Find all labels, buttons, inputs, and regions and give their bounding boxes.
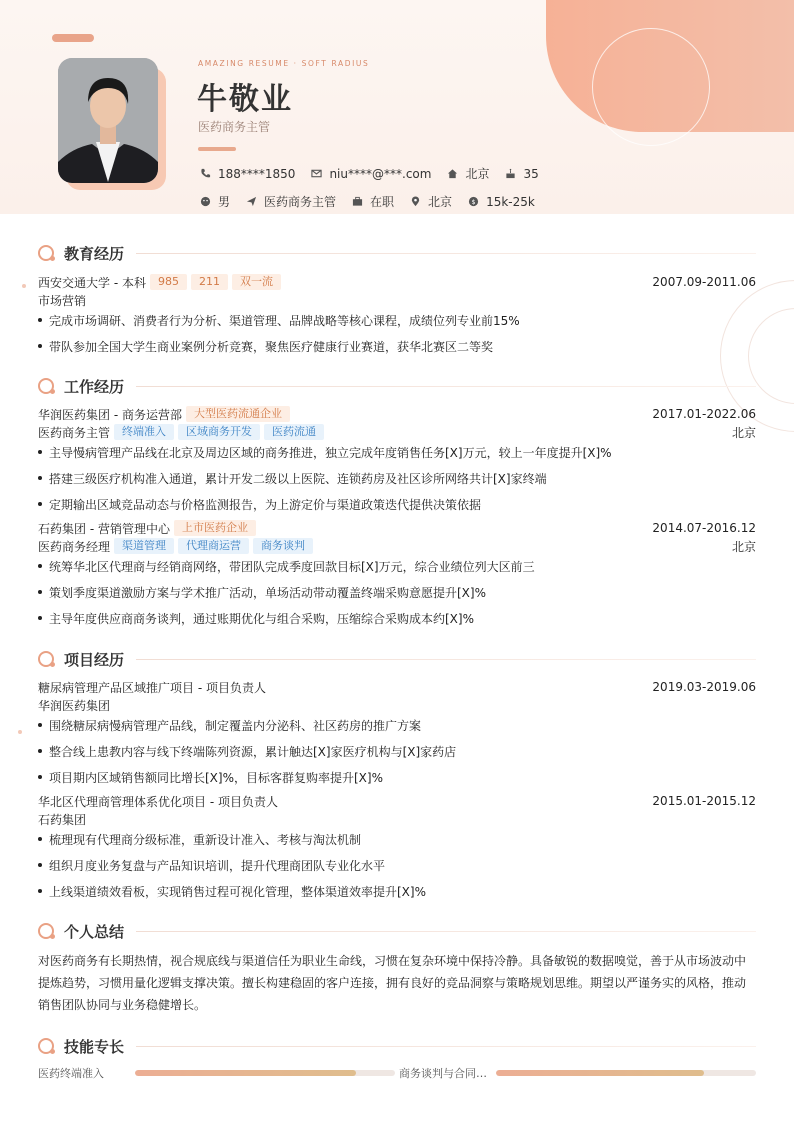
section-icon [38, 377, 56, 395]
role-tag: 终端准入 [114, 424, 174, 440]
face-icon [198, 195, 212, 209]
target-role-text: 医药商务主管 [264, 195, 337, 209]
list-item: 主导年度供应商商务谈判，通过账期优化与组合采购，压缩综合采购成本约[X]% [38, 609, 756, 627]
skill-bar [496, 1070, 756, 1076]
education-section-header [38, 243, 756, 263]
avatar [58, 58, 158, 183]
summary-section-header [38, 921, 756, 941]
job-date: 2017.01-2022.06 [652, 407, 756, 421]
job-role: 医药商务主管 [38, 425, 111, 440]
target-role-item [244, 193, 336, 210]
role-tag: 商务谈判 [253, 538, 313, 554]
section-divider [136, 931, 756, 932]
header-decor-ring [592, 28, 710, 146]
role-tag: 代理商运营 [178, 538, 249, 554]
school-name: 西安交通大学 - 本科 [38, 275, 146, 290]
age-text: 35 [523, 166, 539, 181]
list-item: 主导慢病管理产品线在北京及周边区域的商务推进，独立完成年度销售任务[X]万元，较上一年度提升[X]% [38, 443, 756, 461]
company-name: 华润医药集团 - 商务运营部 [38, 407, 182, 422]
section-icon [38, 244, 56, 262]
section-divider [136, 253, 756, 254]
title-underline [198, 147, 236, 151]
target-city-text: 北京 [428, 195, 453, 209]
job-header [38, 519, 756, 537]
project-org-row [38, 810, 756, 828]
status-item [350, 193, 394, 210]
age-item [503, 167, 538, 181]
list-item: 搭建三级医疗机构准入通道，累计开发二级以上医院、连锁药房及社区诊所网络共计[X]家终端 [38, 469, 756, 487]
education-tag: 985 [150, 274, 187, 290]
skill-item [38, 1065, 395, 1081]
job-city: 北京 [731, 539, 756, 554]
section-title: 工作经历 [64, 377, 125, 396]
list-item: 带队参加全国大学生商业案例分析竞赛，聚焦医疗健康行业赛道，获华北赛区二等奖 [38, 337, 756, 355]
location-pin-icon [408, 195, 422, 209]
role-tag: 区域商务开发 [178, 424, 260, 440]
info-row [198, 193, 549, 210]
list-item: 统筹华北区代理商与经销商网络，带团队完成季度回款目标[X]万元，综合业绩位列大区前三 [38, 557, 756, 575]
section-divider [136, 386, 756, 387]
project-header [38, 678, 756, 696]
project-org-row [38, 696, 756, 714]
resume-header [0, 0, 794, 214]
list-item: 梳理现有代理商分级标准，重新设计准入、考核与淘汰机制 [38, 830, 756, 848]
education-tag: 211 [191, 274, 228, 290]
major: 市场营销 [38, 293, 87, 308]
summary-text: 对医药商务有长期热情，视合规底线与渠道信任为职业生命线，习惯在复杂环境中保持冷静。具备敏锐的数据嗅觉，善于从市场波动中提炼趋势，习惯用量化逻辑支撑决策。擅长构建稳固的客户连接，拥有良好的竞品洞察与策略规划思维。期望以严谨务实的风格，推动销售团队协同与业务稳健增长。 [38, 954, 747, 1012]
email-address: niu****@***.com [329, 166, 432, 181]
decor-dot [18, 730, 22, 734]
education-date: 2007.09-2011.06 [652, 275, 756, 289]
education-tag: 双一流 [232, 274, 281, 290]
section-title: 技能专长 [64, 1037, 125, 1056]
company-name: 石药集团 - 营销管理中心 [38, 521, 170, 536]
role-tag: 医药流通 [264, 424, 324, 440]
gender-item [198, 193, 230, 210]
company-tag: 大型医药流通企业 [186, 406, 290, 422]
gender-text: 男 [218, 195, 231, 209]
location-text: 北京 [465, 167, 490, 181]
phone-icon [198, 167, 212, 181]
section-icon [38, 922, 56, 940]
job-role: 医药商务经理 [38, 539, 111, 554]
phone-item [198, 167, 295, 181]
mail-icon [309, 167, 323, 181]
list-item: 上线渠道绩效看板，实现销售过程可视化管理，整体渠道效率提升[X]% [38, 882, 756, 900]
briefcase-icon [350, 195, 364, 209]
job-date: 2014.07-2016.12 [652, 521, 756, 535]
education-entry [38, 273, 756, 291]
project-org: 石药集团 [38, 812, 87, 827]
list-item: 项目期内区域销售额同比增长[X]%，目标客群复购率提升[X]% [38, 768, 756, 786]
project-name: 糖尿病管理产品区域推广项目 - 项目负责人 [38, 680, 266, 695]
list-item: 完成市场调研、消费者行为分析、渠道管理、品牌战略等核心课程，成绩位列专业前15% [38, 311, 756, 329]
svg-text:$: $ [471, 197, 476, 206]
phone-number: 188****1850 [218, 166, 296, 181]
header-accent-pill [52, 34, 94, 42]
project-date: 2015.01-2015.12 [652, 794, 756, 808]
list-item: 围绕糖尿病慢病管理产品线，制定覆盖内分泌科、社区药房的推广方案 [38, 716, 756, 734]
job-city: 北京 [731, 425, 756, 440]
job-header [38, 405, 756, 423]
contact-row [198, 165, 553, 182]
list-item: 定期输出区域竞品动态与价格监测报告，为上游定价与渠道政策迭代提供决策依据 [38, 495, 756, 513]
skill-name: 医药终端准入 [38, 1067, 104, 1080]
home-icon [445, 167, 459, 181]
candidate-title: 医药商务主管 [198, 120, 271, 134]
project-header [38, 792, 756, 810]
section-divider [136, 659, 756, 660]
email-item [309, 167, 431, 181]
list-item: 组织月度业务复盘与产品知识培训，提升代理商团队专业化水平 [38, 856, 756, 874]
company-tag: 上市医药企业 [174, 520, 256, 536]
header-eyebrow: AMAZING RESUME · SOFT RADIUS [198, 59, 370, 68]
location-item [445, 165, 489, 182]
section-divider [136, 1046, 756, 1047]
salary-text: 15k-25k [486, 194, 535, 209]
salary-item [466, 195, 535, 209]
work-section-header [38, 376, 756, 396]
project-date: 2019.03-2019.06 [652, 680, 756, 694]
skill-item [399, 1065, 756, 1081]
list-item: 策划季度渠道激励方案与学术推广活动，单场活动带动覆盖终端采购意愿提升[X]% [38, 583, 756, 601]
candidate-name: 牛敬业 [197, 82, 293, 117]
cake-icon [503, 167, 517, 181]
status-text: 在职 [370, 195, 395, 209]
job-role-row [38, 537, 756, 555]
project-org: 华润医药集团 [38, 698, 111, 713]
section-title: 个人总结 [64, 922, 125, 941]
section-icon [38, 1037, 56, 1055]
send-icon [244, 195, 258, 209]
project-name: 华北区代理商管理体系优化项目 - 项目负责人 [38, 794, 278, 809]
section-icon [38, 650, 56, 668]
target-city-item [408, 193, 452, 210]
list-item: 整合线上患教内容与线下终端陈列资源，累计触达[X]家医疗机构与[X]家药店 [38, 742, 756, 760]
decor-dot [22, 284, 26, 288]
skill-name: 商务谈判与合同… [399, 1067, 487, 1080]
role-tag: 渠道管理 [114, 538, 174, 554]
job-role-row [38, 423, 756, 441]
skill-bar-fill [496, 1070, 704, 1076]
section-title: 教育经历 [64, 244, 125, 263]
skill-bar-fill [135, 1070, 356, 1076]
money-icon [466, 195, 480, 209]
projects-section-header [38, 649, 756, 669]
section-title: 项目经历 [64, 650, 125, 669]
education-major-row [38, 291, 756, 309]
skill-bar [135, 1070, 395, 1076]
skills-section-header [38, 1036, 756, 1056]
